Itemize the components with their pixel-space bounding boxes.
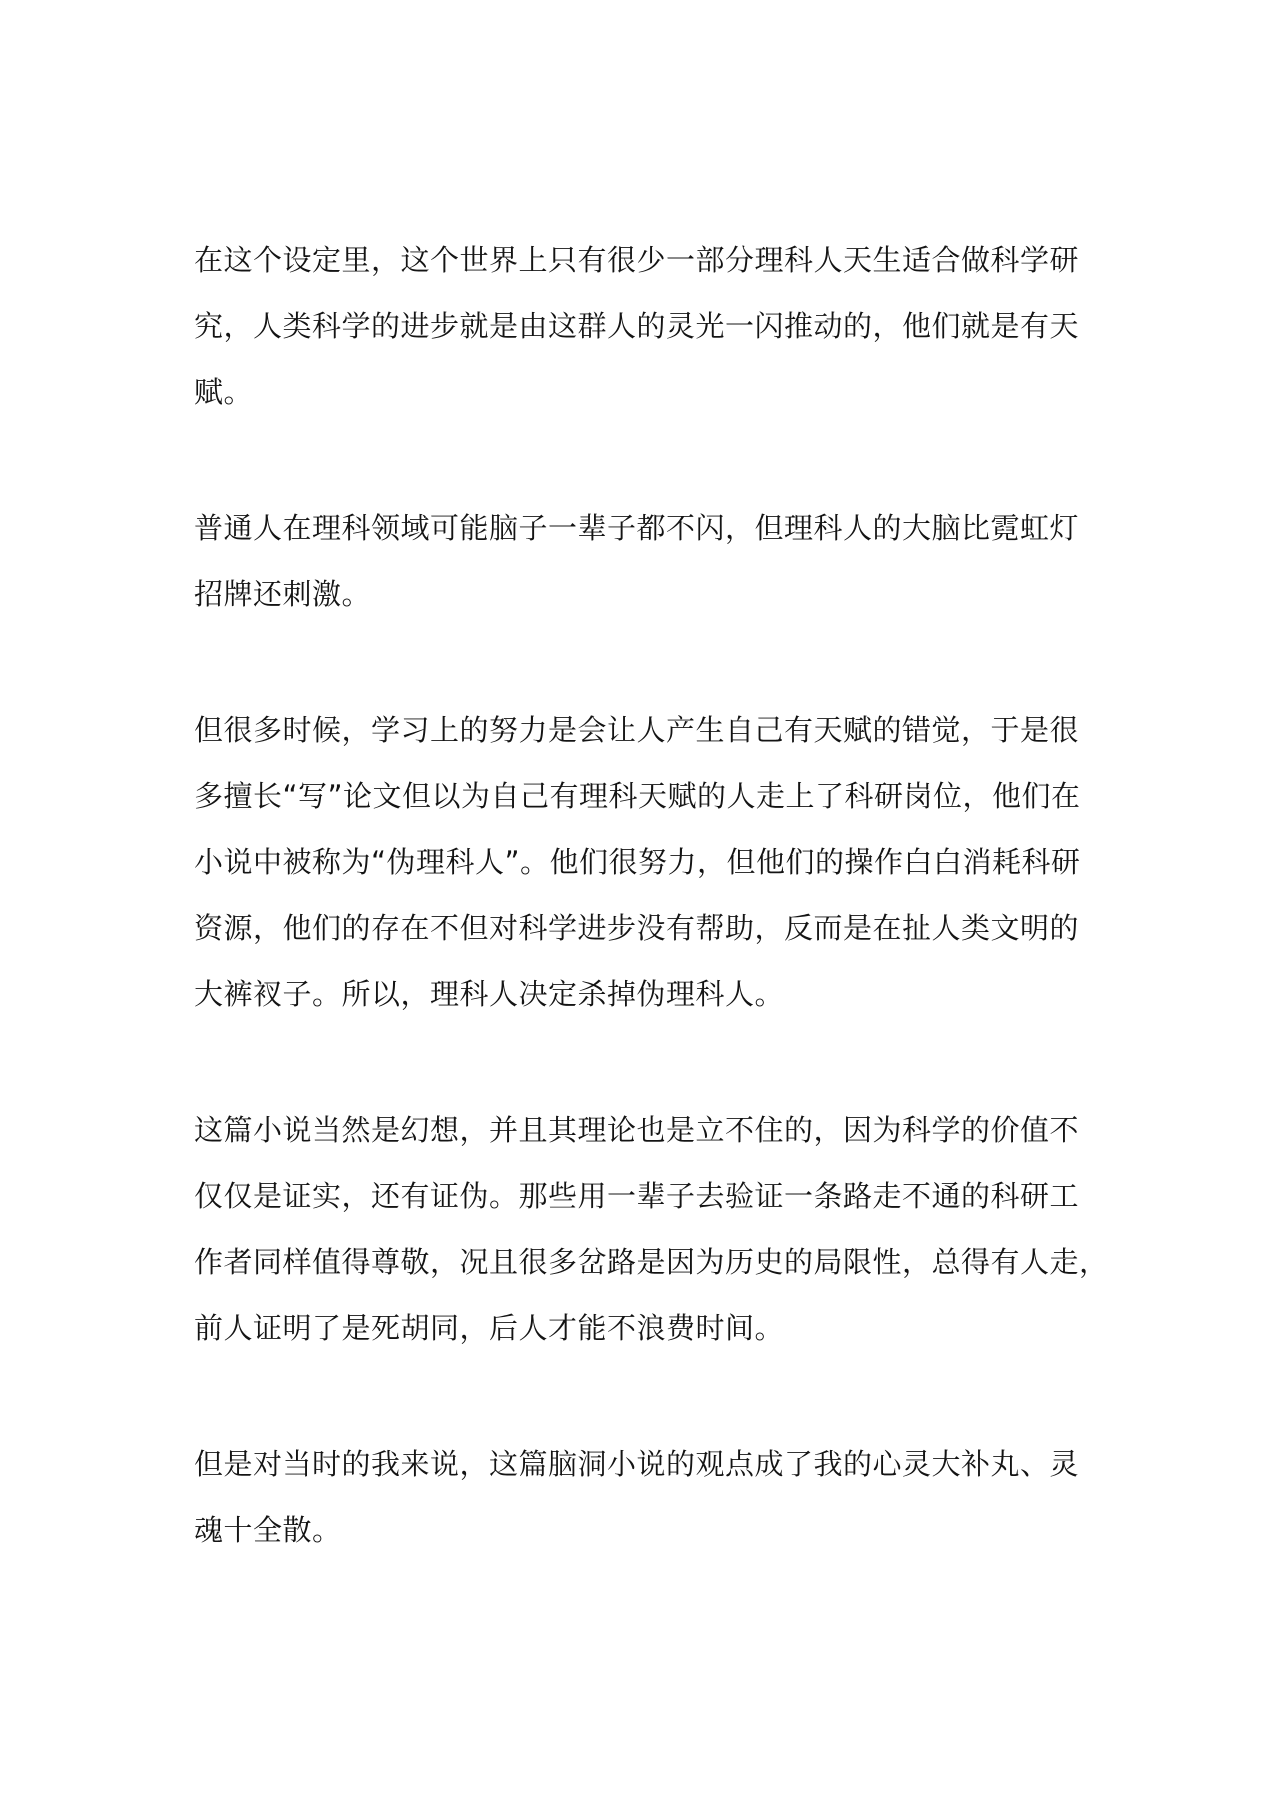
text-line: 究，人类科学的进步就是由这群人的灵光一闪推动的，他们就是有天 bbox=[194, 309, 1080, 343]
paragraph-1 bbox=[194, 227, 1094, 425]
text-line: 赋。 bbox=[194, 375, 254, 409]
paragraph-2 bbox=[194, 495, 1094, 627]
text-line: 小说中被称为“伪理科人”。他们很努力，但他们的操作白白消耗科研 bbox=[194, 845, 1081, 879]
text-line: 但很多时候，学习上的努力是会让人产生自己有天赋的错觉，于是很 bbox=[194, 713, 1080, 747]
text-line: 仅仅是证实，还有证伪。那些用一辈子去验证一条路走不通的科研工 bbox=[194, 1179, 1080, 1213]
paragraph-4 bbox=[194, 1097, 1109, 1361]
text-line: 但是对当时的我来说，这篇脑洞小说的观点成了我的心灵大补丸、灵 bbox=[194, 1447, 1080, 1481]
text-line: 招牌还刺激。 bbox=[194, 577, 372, 611]
text-line: 前人证明了是死胡同，后人才能不浪费时间。 bbox=[194, 1311, 785, 1345]
paragraph-5 bbox=[194, 1431, 1094, 1563]
text-line: 多擅长“写”论文但以为自己有理科天赋的人走上了科研岗位，他们在 bbox=[194, 779, 1081, 813]
text-line: 作者同样值得尊敬，况且很多岔路是因为历史的局限性，总得有人走， bbox=[194, 1245, 1109, 1279]
text-line: 在这个设定里，这个世界上只有很少一部分理科人天生适合做科学研 bbox=[194, 243, 1080, 277]
text-line: 大裤衩子。所以，理科人决定杀掉伪理科人。 bbox=[194, 977, 785, 1011]
paragraph-3 bbox=[194, 697, 1094, 1027]
article-body bbox=[194, 227, 1109, 1633]
text-line: 魂十全散。 bbox=[194, 1513, 342, 1547]
text-line: 资源，他们的存在不但对科学进步没有帮助，反而是在扯人类文明的 bbox=[194, 911, 1080, 945]
text-line: 普通人在理科领域可能脑子一辈子都不闪，但理科人的大脑比霓虹灯 bbox=[194, 511, 1080, 545]
text-line: 这篇小说当然是幻想，并且其理论也是立不住的，因为科学的价值不 bbox=[194, 1113, 1080, 1147]
